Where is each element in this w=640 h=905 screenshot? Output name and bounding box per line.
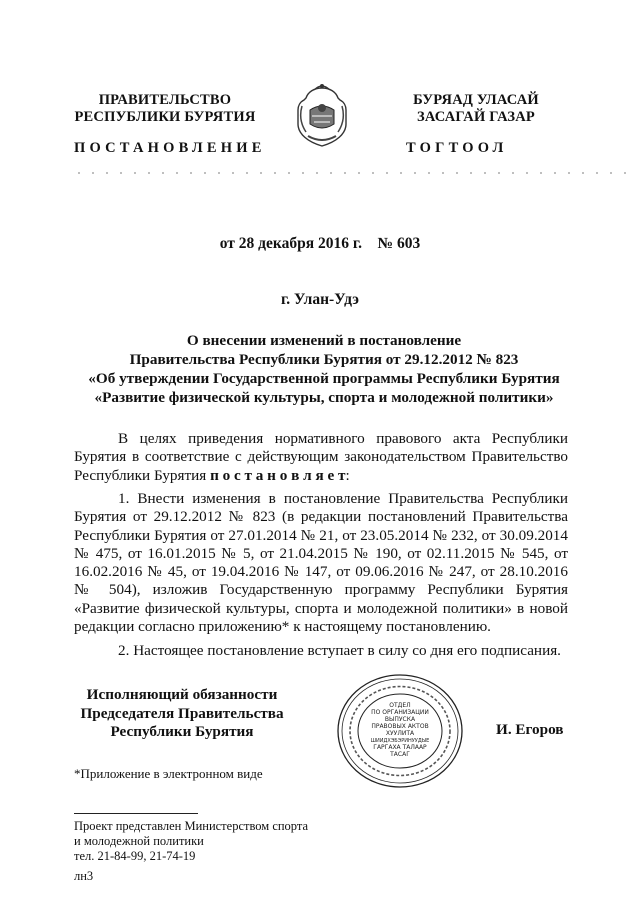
header-left-line1: ПРАВИТЕЛЬСТВО (98, 92, 232, 108)
header-left (60, 92, 270, 126)
coat-of-arms-icon (292, 80, 352, 148)
footer-line-1: Проект представлен Министерством спорта (74, 819, 309, 833)
document-title (60, 331, 588, 407)
footer-divider (74, 813, 198, 814)
footer-code: лн3 (74, 869, 94, 883)
role-line-3: Республики Бурятия (110, 723, 254, 740)
title-line-3: «Об утверждении Государственной программы Республики Бурятия (88, 370, 560, 387)
stamp-line-6: ШИИДХЭБЭРИНУУДЫЕ (370, 738, 430, 744)
header-right-line2: ЗАСАГАЙ ГАЗАР (417, 109, 535, 125)
item-2-paragraph: 2. Настоящее постановление вступает в силу со дня его подписания. (118, 642, 561, 659)
stamp-line-5: ХУУЛИТА (385, 730, 415, 737)
place: г. Улан-Удэ (280, 291, 359, 308)
footer-line-2: и молодежной политики (74, 834, 204, 848)
stamp-line-7: ГАРГАХА ТАЛААР (373, 744, 427, 751)
doc-type-ru: ПОСТАНОВЛЕНИЕ (74, 140, 266, 156)
signatory-name: И. Егоров (496, 721, 564, 738)
title-line-4: «Развитие физической культуры, спорта и молодежной политики» (94, 389, 554, 406)
header-left-line2: РЕСПУБЛИКИ БУРЯТИЯ (74, 109, 256, 125)
stamp-line-8: ТАСАГ (390, 751, 410, 758)
preamble-paragraph (74, 430, 568, 485)
attachment-note: *Приложение в электронном виде (74, 766, 263, 781)
preamble-text: В целях приведения нормативного правового акта Республики Бурятия в соответствие с действующим законодательством Правительство Республики Бурятия (74, 430, 568, 484)
header-right-line1: БУРЯАД УЛАСАЙ (413, 92, 539, 108)
header-right (378, 92, 574, 126)
role-line-2: Председателя Правительства (80, 704, 284, 722)
footer-line-3: тел. 21-84-99, 21-74-19 (74, 849, 196, 863)
item-1-paragraph: 1. Внести изменения в постановление Правительства Республики Бурятия от 29.12.2012 № 823 (в редакции постановлений Правительства Республики Бурятия от 27.01.2014 № 21, от 23.05.2014 № 232, от 30.09.2014 № 475, от 16.01.2015 № 5, от 21.04.2015 № 190, от 02.11.2015 № 545, от 16.02.2016 № 45, от 19.04.2016 № 147, от 09.06.2016 № 247, от 28.10.2016 № 504), изложив Государственную программу Республики Бурятия «Развитие физической культуры, спорта и молодежной политики» в новой редакции согласно приложению* к настоящему постановлению. (74, 490, 568, 636)
official-stamp-icon (335, 672, 465, 790)
stamp-line-4: ПРАВОВЫХ АКТОВ (371, 723, 429, 730)
preamble-tail: : (345, 466, 350, 484)
footer-contact (74, 819, 308, 864)
title-line-1: О внесении изменений в постановление (186, 332, 462, 349)
title-line-2: Правительства Республики Бурятия от 29.12.2012 № 823 (129, 351, 519, 368)
stamp-line-2: ПО ОРГАНИЗАЦИИ (371, 709, 429, 716)
signatory-role (66, 686, 298, 742)
doc-type-bur: ТОГТООЛ (406, 140, 508, 156)
stamp-line-1: ОТДЕЛ (389, 702, 411, 709)
preamble-emphasis: п о с т а н о в л я е т (210, 466, 346, 484)
role-line-1: Исполняющий обязанности (86, 686, 278, 703)
stamp-line-3: ВЫПУСКА (384, 716, 416, 723)
date-line: от 28 декабря 2016 г. № 603 (219, 235, 421, 252)
header-divider (72, 172, 632, 174)
